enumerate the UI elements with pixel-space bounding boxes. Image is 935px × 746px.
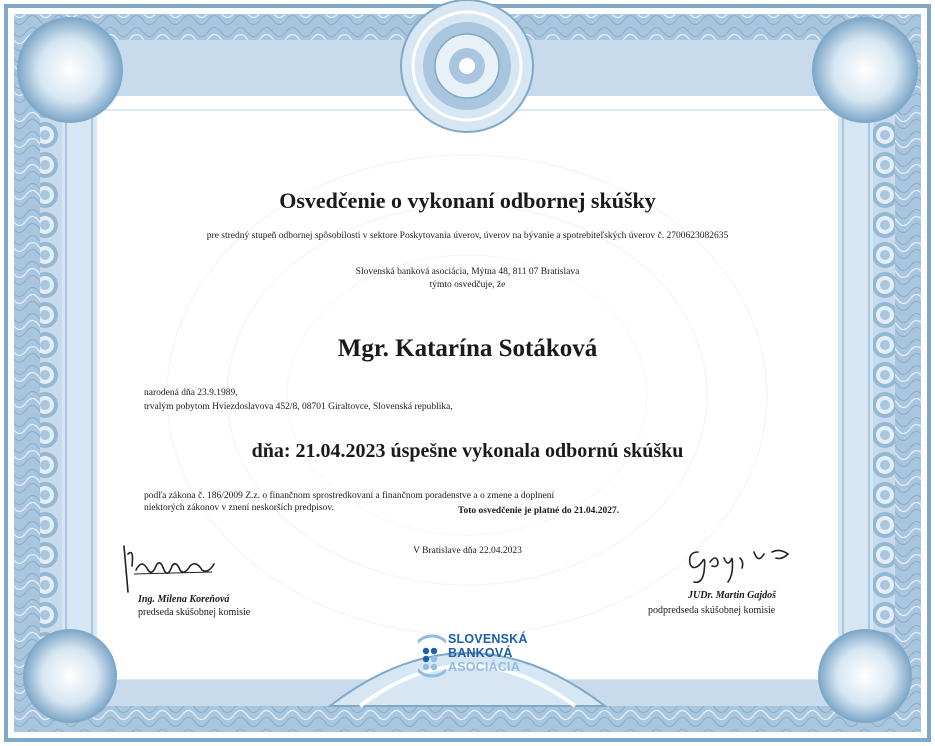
law-reference-line-1: podľa zákona č. 186/2009 Z.z. o finančnom sprostredkovaní a finančnom poradenstve a o zmene a doplnení — [144, 491, 555, 501]
law-reference-line-2: niektorých zákonov v znení neskorších predpisov. — [144, 503, 334, 513]
validity-line: Toto osvedčenie je platné do 21.04.2027. — [458, 506, 620, 516]
association-logo — [418, 627, 530, 683]
certificate-subtitle: pre stredný stupeň odbornej spôsobilosti v sektore Poskytovania úverov, úverov na bývanie a spotrebiteľských úverov č. 2700623082635 — [206, 231, 729, 241]
left-signatory-name: Ing. Milena Koreňová — [138, 594, 230, 605]
right-signatory-name: JUDr. Martin Gajdoš — [688, 590, 777, 601]
logo-dots-icon — [418, 633, 446, 679]
certifies-line: týmto osvedčuje, že — [429, 280, 506, 290]
right-signatory-role: podpredseda skúšobnej komisie — [648, 605, 776, 616]
residence-line: trvalým pobytom Hviezdoslavova 452/8, 08701 Giraltovce, Slovenská republika, — [144, 402, 453, 412]
exam-result-line: dňa: 21.04.2023 úspešne vykonala odbornú skúšku — [251, 440, 684, 462]
logo-text-line-2: BANKOVÁ — [448, 646, 513, 660]
certificate-title: Osvedčenie o vykonaní odbornej skúšky — [279, 188, 656, 213]
right-signature — [684, 538, 796, 588]
birth-date-line: narodená dňa 23.9.1989, — [144, 388, 238, 398]
logo-text-line-1: SLOVENSKÁ — [448, 632, 528, 646]
issuer-line: Slovenská banková asociácia, Mýtna 48, 811 07 Bratislava — [355, 267, 580, 277]
left-signature — [120, 540, 220, 596]
logo-text-line-3: ASOCIÁCIA — [448, 660, 520, 674]
place-date-line: V Bratislave dňa 22.04.2023 — [413, 546, 522, 556]
holder-name: Mgr. Katarína Sotáková — [337, 335, 598, 362]
left-signatory-role: predseda skúšobnej komisie — [138, 607, 251, 618]
